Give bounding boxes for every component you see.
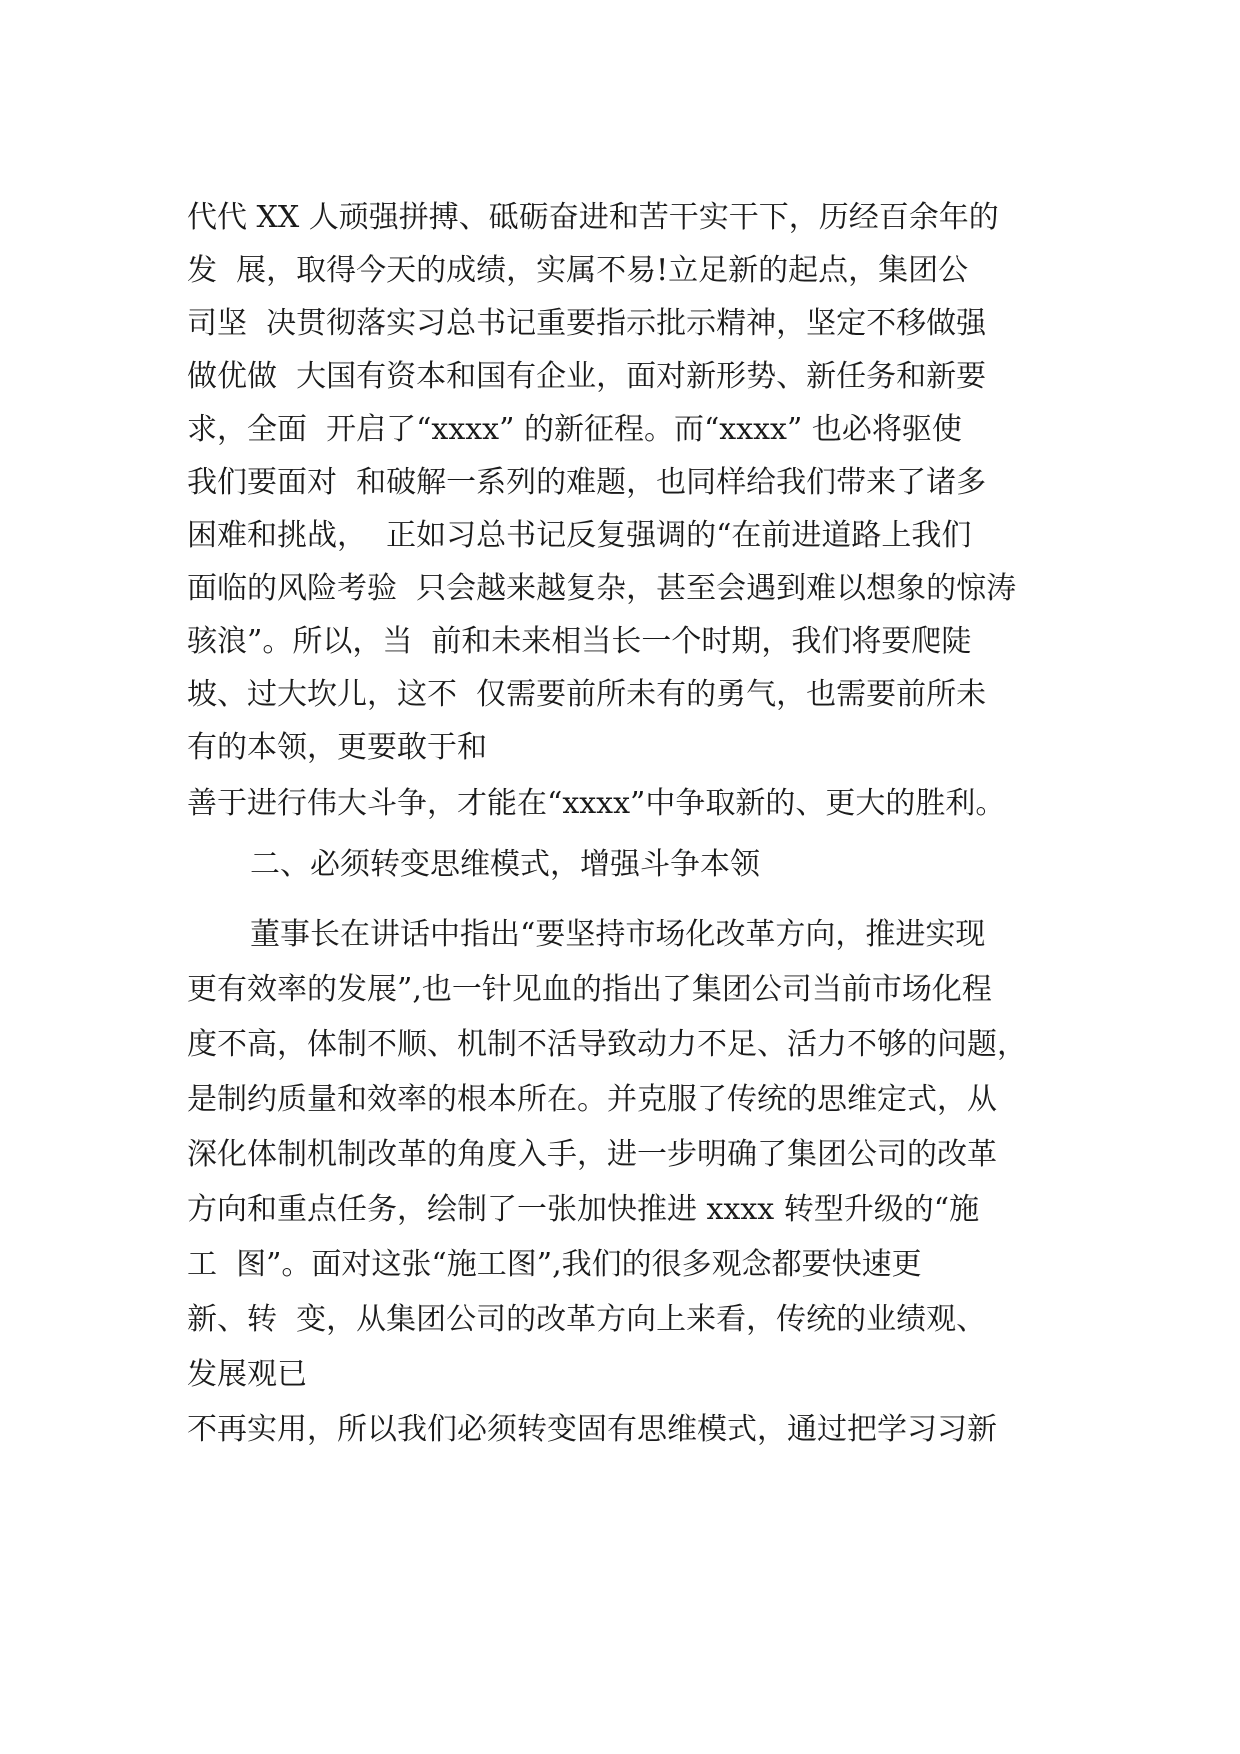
paragraph-line: 不再实用，所以我们必须转变固有思维模式，通过把学习习新 [187, 1412, 997, 1447]
paragraph-line: 工 图”。面对这张“施工图”,我们的很多观念都要快速更 [187, 1247, 922, 1282]
paragraph-line: 困难和挑战， 正如习总书记反复强调的“在前进道路上我们 [187, 518, 972, 553]
paragraph-line: 方向和重点任务，绘制了一张加快推进 xxxx 转型升级的“施 [187, 1192, 980, 1227]
paragraph-line: 骇浪”。所以，当 前和未来相当长一个时期，我们将要爬陡 [187, 624, 972, 659]
paragraph-line: 有的本领，更要敢于和 [187, 730, 487, 765]
paragraph-line: 做优做 大国有资本和国有企业，面对新形势、新任务和新要 [187, 359, 987, 394]
paragraph-line: 更有效率的发展”,也一针见血的指出了集团公司当前市场化程 [187, 972, 992, 1007]
paragraph-line: 代代 XX 人顽强拼搏、砥砺奋进和苦干实干下，历经百余年的 [187, 200, 999, 235]
paragraph-line: 善于进行伟大斗争，才能在“xxxx”中争取新的、更大的胜利。 [187, 786, 1006, 821]
paragraph-line: 度不高，体制不顺、机制不活导致动力不足、活力不够的问题， [187, 1027, 1027, 1062]
paragraph-line: 我们要面对 和破解一系列的难题，也同样给我们带来了诸多 [187, 465, 987, 500]
paragraph-line: 深化体制机制改革的角度入手，进一步明确了集团公司的改革 [187, 1137, 997, 1172]
paragraph-line: 面临的风险考验 只会越来越复杂，甚至会遇到难以想象的惊涛 [187, 571, 1017, 606]
paragraph-line: 发展观已 [187, 1357, 307, 1392]
paragraph-line: 发 展，取得今天的成绩，实属不易!立足新的起点，集团公 [187, 253, 969, 288]
section-heading: 二、必须转变思维模式，增强斗争本领 [250, 847, 760, 882]
paragraph-line: 坡、过大坎儿，这不 仅需要前所未有的勇气，也需要前所未 [187, 677, 987, 712]
paragraph-line: 新、转 变，从集团公司的改革方向上来看，传统的业绩观、 [187, 1302, 987, 1337]
paragraph-line: 求，全面 开启了“xxxx” 的新征程。而“xxxx” 也必将驱使 [187, 412, 962, 447]
paragraph-line: 董事长在讲话中指出“要坚持市场化改革方向，推进实现 [250, 917, 986, 952]
paragraph-line: 司坚 决贯彻落实习总书记重要指示批示精神，坚定不移做强 [187, 306, 987, 341]
paragraph-line: 是制约质量和效率的根本所在。并克服了传统的思维定式，从 [187, 1082, 997, 1117]
